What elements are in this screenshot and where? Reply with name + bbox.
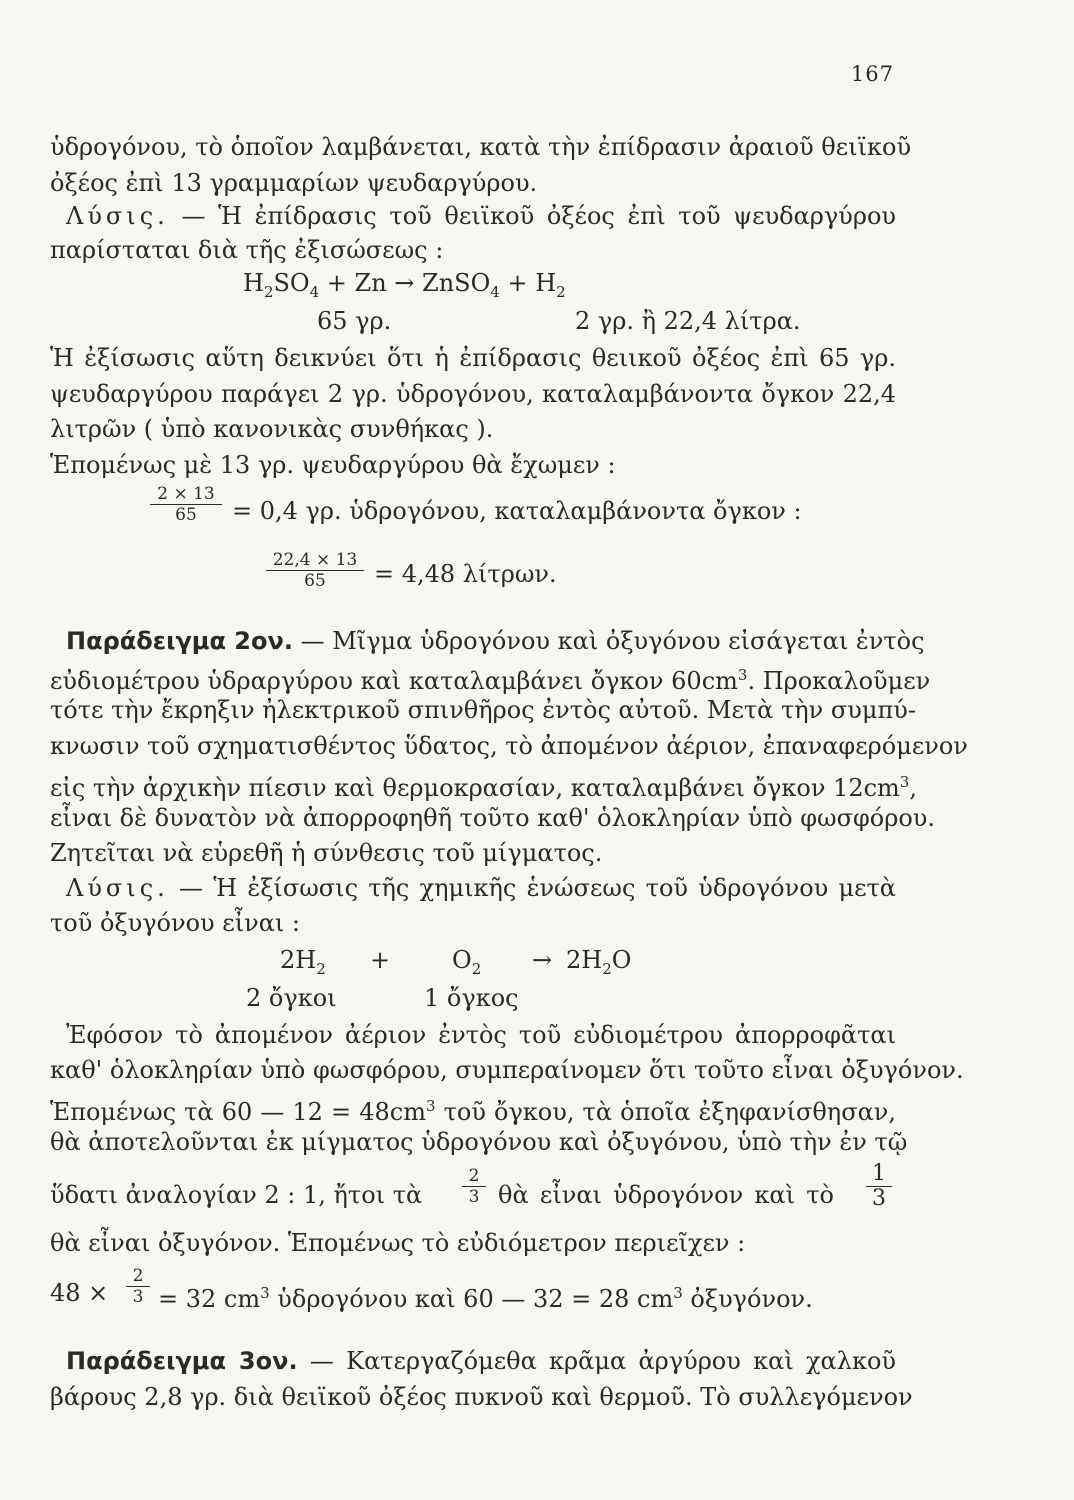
arrow-icon: → <box>532 946 553 974</box>
text-line: καθ' ὁλοκληρίαν ὑπὸ φωσφόρου, συμπεραίνομεν ὅτι τοῦτο εἶναι ὀξυγόνον. <box>50 1056 964 1084</box>
text-line: εἶναι δὲ δυνατὸν νὰ ἀπορροφηθῆ τοῦτο καθ' ὁλοκληρίαν ὑπὸ φωσφόρου. <box>50 804 936 832</box>
text-line: κνωσιν τοῦ σχηματισθέντος ὕδατος, τὸ ἀπομένον ἀέριον, ἐπαναφερόμενον <box>50 732 968 760</box>
text-line: τοῦ ὀξυγόνου εἶναι : <box>50 909 301 937</box>
fraction: 1 3 <box>866 1162 892 1211</box>
text-segment: ὕδατι ἀναλογίαν 2 : 1, ἤτοι τὰ <box>50 1181 423 1209</box>
lysis-label: Λύσις. <box>66 202 169 230</box>
text-line: Ἑπομένως μὲ 13 γρ. ψευδαργύρου θὰ ἔχωμεν : <box>50 451 616 479</box>
equation-line: = 0,4 γρ. ὑδρογόνου, καταλαμβάνοντα ὄγκον : <box>232 497 802 525</box>
text-line: βάρους 2,8 γρ. διὰ θειϊκοῦ ὀξέος πυκνοῦ καὶ θερμοῦ. Τὸ συλλεγόμενον <box>50 1383 913 1411</box>
text-line: Λύσις. — Ἡ ἐξίσωσις τῆς χημικῆς ἑνώσεως τοῦ ὑδρογόνου μετὰ <box>66 874 896 902</box>
example-title: Παράδειγμα 2ον. <box>66 627 293 655</box>
text-line: παρίσταται διὰ τῆς ἐξισώσεως : <box>50 236 444 264</box>
text-line: Λύσις. — Ἡ ἐπίδρασις τοῦ θειϊκοῦ ὀξέος ἐπὶ τοῦ ψευδαργύρου <box>66 202 896 230</box>
annotation: 65 γρ. <box>317 307 392 335</box>
text-line: Ἑπομένως τὰ 60 — $12 = 48cm^3$ τοῦ ὄγκου, τὰ ὁποῖα ἐξηφανίσθησαν, <box>50 1097 896 1126</box>
annotation: 2 γρ. ἢ 22,4 λίτρα. <box>575 307 801 335</box>
text-line: Ἡ ἐξίσωσις αὕτη δεικνύει ὅτι ἡ ἐπίδρασις θειικοῦ ὀξέος ἐπὶ 65 γρ. <box>50 344 896 372</box>
equation-2-plus: + <box>370 946 391 974</box>
annotation: 1 ὄγκος <box>424 984 519 1012</box>
annotation: 2 ὄγκοι <box>246 984 337 1012</box>
text-line: θὰ εἶναι ὀξυγόνον. Ἑπομένως τὸ εὐδιόμετρον περιεῖχεν : <box>50 1229 746 1257</box>
text-line: Παράδειγμα 3ον. — Κατεργαζόμεθα κρᾶμα ἀργύρου καὶ χαλκοῦ <box>66 1347 896 1375</box>
fraction: 22,4 × 13 65 <box>266 550 364 591</box>
arrow-icon: → <box>394 269 415 297</box>
text-line: εἰς τὴν ἀρχικὴν πίεσιν καὶ θερμοκρασίαν, καταλαμβάνει ὄγκον $12cm^3$, <box>50 773 917 802</box>
lysis-label: Λύσις. <box>66 874 169 902</box>
text-segment: 48 × <box>50 1279 109 1307</box>
text-line: Ζητεῖται νὰ εὑρεθῆ ἡ σύνθεσις τοῦ μίγματος. <box>50 839 603 867</box>
text-line: ὀξέος ἐπὶ 13 γραμμαρίων ψευδαργύρου. <box>50 169 538 197</box>
equation-2-mid: $O_2$ <box>452 946 482 978</box>
equation-line: = 32 $cm^3$ ὑδρογόνου καὶ 60 — 32 = 28 $cm^3$ ὀξυγόνον. <box>158 1284 813 1313</box>
fraction: 2 × 13 65 <box>150 484 222 525</box>
fraction: 2 3 <box>462 1166 486 1207</box>
page-number: 167 <box>850 62 894 86</box>
equation-2-right: $2H_2O$ <box>566 946 632 978</box>
fraction: 2 3 <box>126 1266 150 1307</box>
example-title: Παράδειγμα 3ον. <box>66 1347 298 1375</box>
text-line: Παράδειγμα 2ον. — Μῖγμα ὑδρογόνου καὶ ὀξυγόνου εἰσάγεται ἐντὸς <box>66 627 925 655</box>
text-line: τότε τὴν ἔκρηξιν ἠλεκτρικοῦ σπινθῆρος ἐντὸς αὐτοῦ. Μετὰ τὴν συμπύ- <box>50 696 916 724</box>
text-segment: θὰ εἶναι ὑδρογόνον καὶ τὸ <box>498 1181 834 1209</box>
text-line: λιτρῶν ( ὑπὸ κανονικὰς συνθήκας ). <box>50 415 494 443</box>
text-line: ψευδαργύρου παράγει 2 γρ. ὑδρογόνου, καταλαμβάνοντα ὄγκον 22,4 <box>50 380 896 408</box>
equation-line: = 4,48 λίτρων. <box>374 560 557 588</box>
text-line: ὑδρογόνου, τὸ ὁποῖον λαμβάνεται, κατὰ τὴν ἐπίδρασιν ἀραιοῦ θειϊκοῦ <box>50 133 912 161</box>
equation-2-left: $2H_2$ <box>280 946 326 978</box>
text-line: εὐδιομέτρου ὑδραργύρου καὶ καταλαμβάνει ὄγκον $60cm^3$. Προκαλοῦμεν <box>50 666 931 695</box>
equation-1: $H_2SO_4 + Zn$ → ZnSO$_4$ + $H_2$ <box>243 269 566 301</box>
text-line: θὰ ἀποτελοῦνται ἐκ μίγματος ὑδρογόνου καὶ ὀξυγόνου, ὑπὸ τὴν ἐν τῷ <box>50 1128 908 1156</box>
text-line: Ἐφόσον τὸ ἀπομένον ἀέριον ἐντὸς τοῦ εὐδιομέτρου ἀπορροφᾶται <box>66 1021 896 1049</box>
